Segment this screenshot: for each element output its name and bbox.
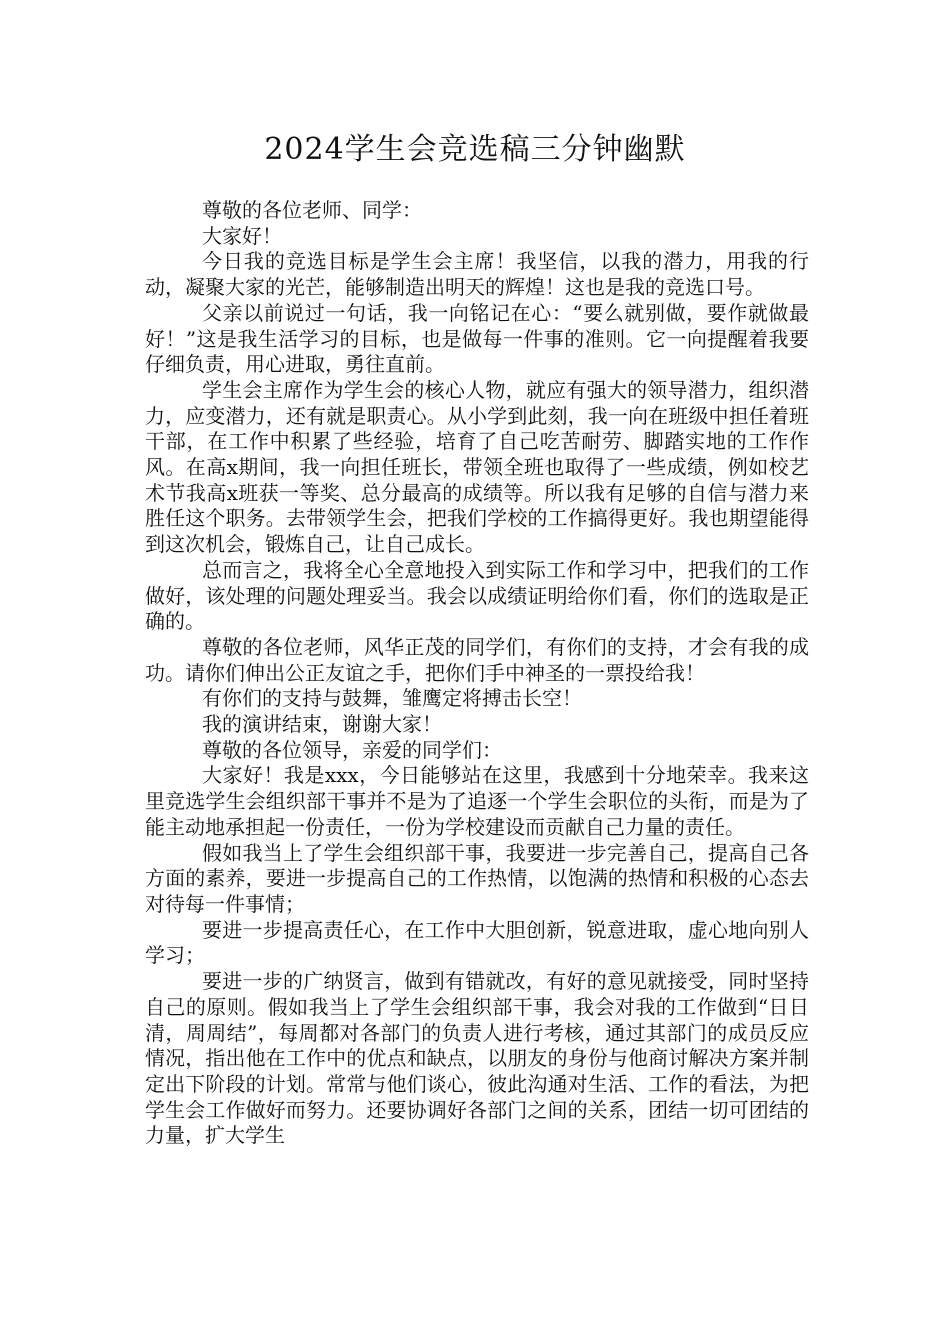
document-title: 2024学生会竞选稿三分钟幽默 bbox=[264, 132, 686, 167]
paragraph: 假如我当上了学生会组织部干事，我要进一步完善自己，提高自己各方面的素养，要进一步提高自己的工作热情，以饱满的热情和积极的心态去对待每一件事情； bbox=[145, 840, 809, 916]
paragraph: 我的演讲结束，谢谢大家！ bbox=[202, 712, 442, 737]
paragraph: 大家好！我是xxx，今日能够站在这里，我感到十分地荣幸。我来这里竞选学生会组织部干事并不是为了追逐一个学生会职位的头衔，而是为了能主动地承担起一份责任，一份为学校建设而贡献自己力量的责任。 bbox=[145, 763, 809, 839]
paragraph: 要进一步提高责任心，在工作中大胆创新，锐意进取，虚心地向别人学习； bbox=[145, 917, 809, 968]
paragraph: 今日我的竞选目标是学生会主席！我坚信，以我的潜力，用我的行动，凝聚大家的光芒，能够制造出明天的辉煌！这也是我的竞选口号。 bbox=[145, 249, 809, 300]
paragraph: 总而言之，我将全心全意地投入到实际工作和学习中，把我们的工作做好，该处理的问题处理妥当。我会以成绩证明给你们看，你们的选取是正确的。 bbox=[145, 557, 809, 634]
paragraph: 要进一步的广纳贤言，做到有错就改，有好的意见就接受，同时坚持自己的原则。假如我当上了学生会组织部干事，我会对我的工作做到“日日清，周周结”，每周都对各部门的负责人进行考核，通过其部门的成员反应情况，指出他在工作中的优点和缺点，以朋友的身份与他商讨解决方案并制定出下阶段的计划。常常与他们谈心，彼此沟通对生活、工作的看法，为把学生会工作做好而努力。还要协调好各部门之间的关系，团结一切可团结的力量，扩大学生 bbox=[145, 969, 809, 1148]
paragraph: 尊敬的各位领导，亲爱的同学们： bbox=[202, 737, 502, 762]
paragraph: 学生会主席作为学生会的核心人物，就应有强大的领导潜力，组织潜力，应变潜力，还有就是职责心。从小学到此刻，我一向在班级中担任着班干部，在工作中积累了些经验，培育了自己吃苦耐劳、脚踏实地的工作作风。在高x期间，我一向担任班长，带领全班也取得了一些成绩，例如校艺术节我高x班获一等奖、总分最高的成绩等。所以我有足够的自信与潜力来胜任这个职务。去带领学生会，把我们学校的工作搞得更好。我也期望能得到这次机会，锻炼自己，让自己成长。 bbox=[145, 377, 809, 557]
paragraph: 尊敬的各位老师、同学： bbox=[202, 198, 422, 222]
paragraph: 大家好！ bbox=[202, 223, 282, 248]
paragraph: 尊敬的各位老师，风华正茂的同学们，有你们的支持，才会有我的成功。请你们伸出公正友谊之手，把你们手中神圣的一票投给我！ bbox=[145, 634, 809, 685]
paragraph: 有你们的支持与鼓舞，雏鹰定将搏击长空！ bbox=[202, 686, 582, 711]
paragraph: 父亲以前说过一句话，我一向铭记在心：“要么就别做，要作就做最好！”这是我生活学习的目标，也是做每一件事的准则。它一向提醒着我要仔细负责，用心进取，勇往直前。 bbox=[145, 300, 809, 377]
document-body bbox=[145, 198, 809, 1149]
